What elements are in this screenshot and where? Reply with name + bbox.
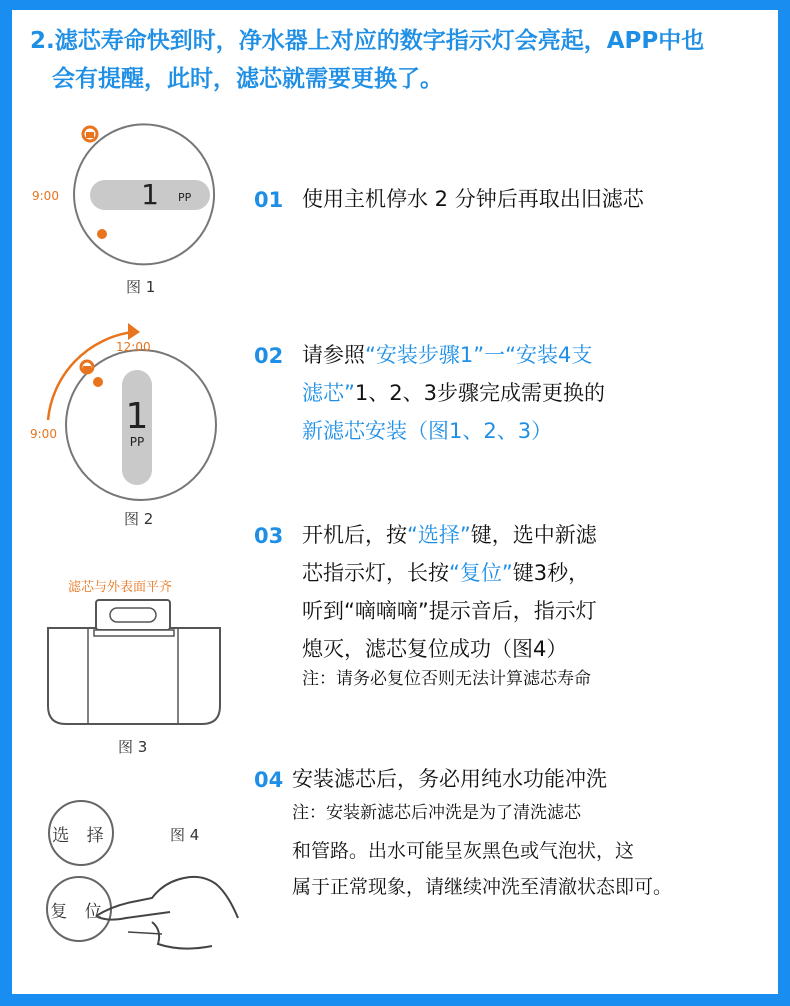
step-1-number: 01: [254, 188, 284, 212]
step-3-line-4: 熄灭，滤芯复位成功（图4）: [302, 637, 568, 661]
select-button[interactable]: 选 择: [48, 800, 114, 866]
step-3-line-3: 听到“嘀嘀嘀”提示音后，指示灯: [302, 599, 597, 623]
step-3-d: 芯指示灯，长按: [302, 561, 449, 585]
filter-digit: 1: [125, 396, 149, 437]
reset-button[interactable]: 复 位: [46, 876, 112, 942]
figure-3-label: 滤芯与外表面平齐: [68, 580, 173, 595]
filter-code: PP: [129, 435, 145, 449]
time-label: 9:00: [32, 189, 59, 203]
step-2-line-3: 新滤芯安装（图1、2、3）: [302, 419, 553, 443]
step-2-quote-2: 滤芯”: [302, 381, 355, 405]
header-text: [30, 22, 760, 98]
figure-1-dial: [30, 120, 240, 270]
filter-digit: 1: [141, 178, 159, 211]
step-4-note-1: 注：安装新滤芯后冲洗是为了清洗滤芯: [292, 803, 581, 823]
step-2-line-2: [302, 374, 605, 412]
step-2-line-1: [302, 336, 592, 374]
step-4-number: 04: [254, 768, 284, 792]
step-3-note: 注：请务必复位否则无法计算滤芯寿命: [302, 669, 591, 689]
step-4-text: 安装滤芯后，务必用纯水功能冲洗: [292, 767, 607, 791]
filter-top: [96, 600, 170, 630]
step-2-pre: 请参照: [302, 343, 365, 367]
step-2-mid: 1、2、3步骤完成需更换的: [354, 381, 605, 405]
step-3-a: 开机后，按: [302, 523, 407, 547]
figure-2-caption: 图 2: [124, 510, 154, 528]
step-3-f: 键3秒，: [512, 561, 590, 585]
step-3-line-1: [302, 516, 597, 554]
step-2-quote-1: “安装步骤1”一“安装4支: [365, 343, 593, 367]
step-3-number: 03: [254, 524, 284, 548]
pressing-hand-icon: [92, 872, 242, 962]
filter-code: PP: [178, 191, 192, 204]
indicator-dot: [93, 377, 103, 387]
lock-icon: [83, 127, 97, 141]
header-line-2: 会有提醒，此时，滤芯就需要更换了。: [52, 66, 443, 92]
step-4-note-3: 属于正常现象，请继续冲洗至清澈状态即可。: [292, 876, 673, 898]
step-1-text: 使用主机停水 2 分钟后再取出旧滤芯: [302, 187, 644, 211]
rotate-arrowhead: [128, 323, 140, 340]
figure-3-caption: 图 3: [118, 738, 148, 756]
header-line-1: 2.滤芯寿命快到时，净水器上对应的数字指示灯会亮起，APP中也: [30, 28, 705, 54]
step-3-c: 键，选中新滤: [470, 523, 597, 547]
step-3-line-2: [302, 554, 589, 592]
time-left-label: 9:00: [30, 427, 57, 441]
step-2-number: 02: [254, 344, 284, 368]
housing-outline: [48, 628, 220, 724]
step-4-note-2: 和管路。出水可能呈灰黑色或气泡状，这: [292, 840, 635, 862]
step-3-e: “复位”: [449, 561, 513, 585]
time-top-label: 12:00: [116, 340, 151, 354]
lock-icon: [81, 361, 93, 373]
step-3-b: “选择”: [407, 523, 471, 547]
dial-outline-top: [100, 124, 205, 160]
figure-1-caption: 图 1: [126, 278, 156, 296]
figure-4-caption: 图 4: [170, 826, 200, 844]
figure-2-dial: [28, 320, 228, 508]
indicator-dot: [97, 229, 107, 239]
figure-3-housing: [44, 596, 224, 732]
